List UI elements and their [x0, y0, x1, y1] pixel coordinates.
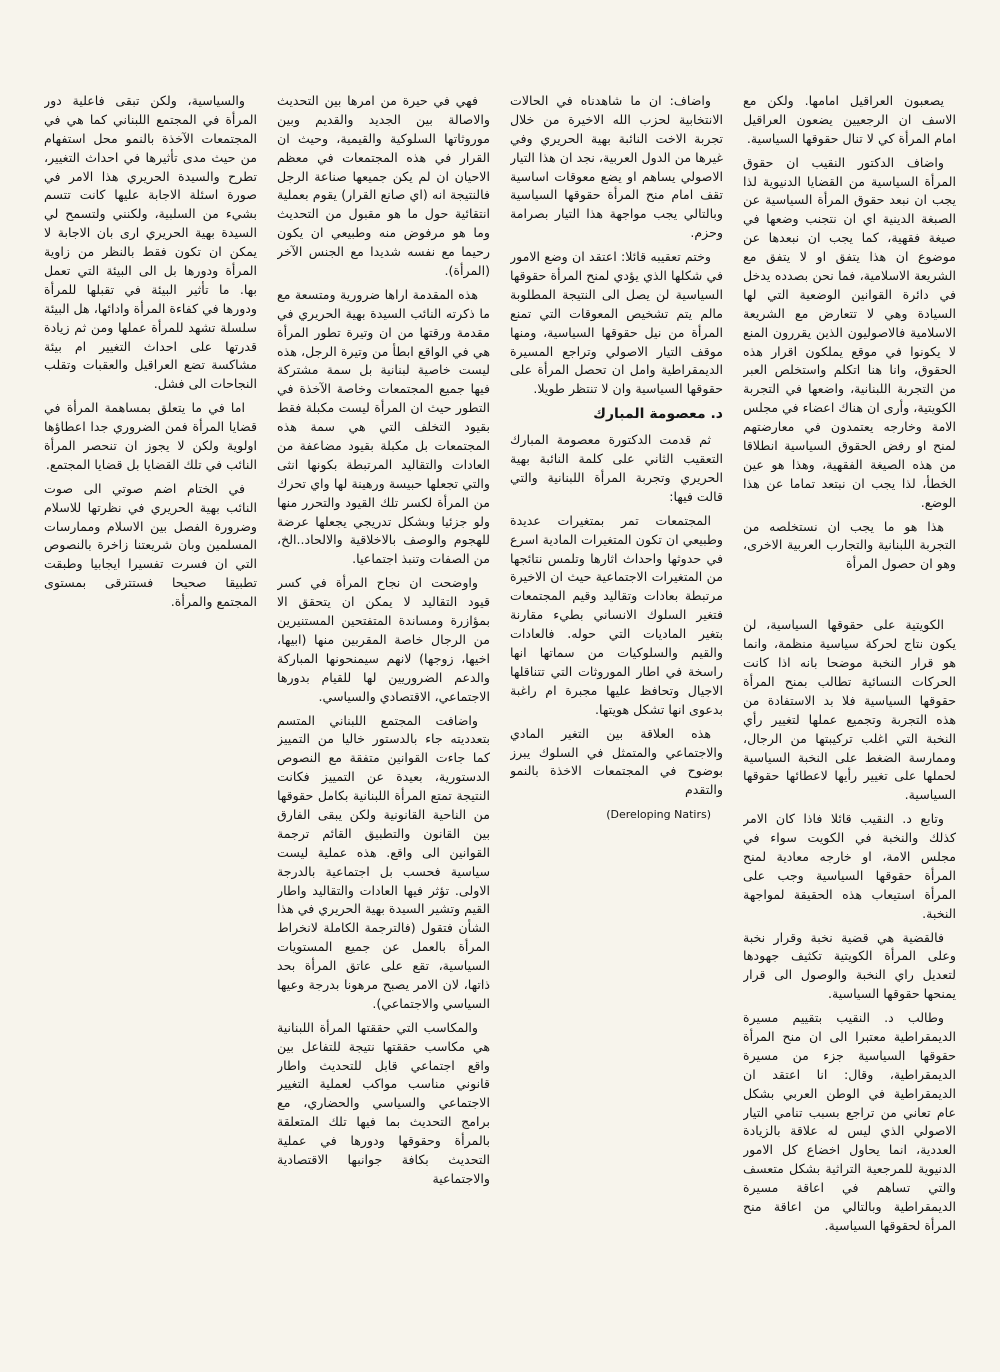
paragraph: هذه العلاقة بين التغير المادي والاجتماعي والمتمثل في السلوك يبرز بوضوح في المجتمعات الاخذة بالنمو والتقدم	[510, 725, 723, 798]
column-1	[743, 92, 956, 1292]
paragraph: في الختام اضم صوتي الى صوت النائب بهية الحريري في نظرتها للاسلام وضرورة الفصل بين الاسلام وممارسات المسلمين وبان شريعتنا زاخرة بالنصوص التي ان فسرت تفسيرا ايجابيا وطبقت تطبيقا صحيحا فستترقى بمستوى المجتمع والمرأة.	[44, 480, 257, 610]
paragraph: وطالب د. النقيب بتقييم مسيرة الديمقراطية معتبرا الى ان منح المرأة حقوقها السياسية جزء من مسيرة الديمقراطية، وقال: انا اعتقد ان الديمقراطية في الوطن العربي بشكل عام تعاني من تراجع بسبب تنامي التيار الاصولي الذي ليس له علاقة بالزيادة العددية، انما يحاول اخضاع كل الامور الدنيوية للمرجعية التراثية بشكل متعسف والتي تساهم في اعاقة مسيرة الديمقراطية وبالتالي من اعاقة منح المرأة لحقوقها السياسية.	[743, 1010, 956, 1233]
paragraph: وختم تعقيبه قائلا: اعتقد ان وضع الامور في شكلها الذي يؤدي لمنح المرأة حقوقها السياسية لن يصل الى النتيجة المطلوبة مالم يتم تشخيص المعوقات التي تمنع المرأة من نيل حقوقها السياسية، ومنها موقف التيار الاصولي وتراجع المسيرة الديمقراطية وامل ان تحصل المرأة على حقوقها السياسية وان لا تنتظر طويلا.	[510, 249, 723, 397]
latin-term	[510, 805, 723, 824]
paragraph: واضاف: ان ما شاهدناه في الحالات الانتخابية لحزب الله الاخيرة من خلال تجربة الاخت النائبة بهية الحريري وفي غيرها من الدول العربية، نجد ان هذا التيار الاصولي يساهم او يضع معوقات اساسية تقف امام منح المرأة حقوقها السياسية وبالتالي يجب مواجهة هذا التيار بصرامة وحزم.	[510, 93, 723, 241]
paragraph: ثم قدمت الدكتورة معصومة المبارك التعقيب الثاني على كلمة النائبة بهية الحريري وتجربة المرأة اللبنانية والتي قالت فيها:	[510, 432, 723, 504]
paragraph: اما في ما يتعلق بمساهمة المرأة في قضايا المرأة فمن الضروري جدا اعطاؤها اولوية ولكن لا يجوز ان تنحصر المرأة النائب في تلك القضايا بل قضايا المجتمع.	[44, 400, 257, 472]
column-4	[44, 92, 257, 1292]
latin-term-text: (Dereloping Natirs)	[606, 808, 711, 822]
column-2	[510, 92, 723, 1292]
paragraph: المجتمعات تمر بمتغيرات عديدة وطبيعي ان تكون المتغيرات المادية اسرع في حدوثها واحداث اثارها وتلمس نتائجها من المتغيرات الاجتماعية حيث ان الاخيرة مرتبطة بعادات وتقاليد وقيم المجتمعات فتغير السلوك الانساني بطيء مقارنة بتغير الماديات التي حوله. فالعادات والقيم والسلوكيات من سماتها انها راسخة في اطار الموروثات التي تتناقلها الاجيال وتحافظ عليها مجبرة ام راغبة بدعوى انها تشكل هويتها.	[510, 512, 723, 717]
paragraph: هذا هو ما يجب ان نستخلصه من التجربة اللبنانية والتجارب العربية الاخرى، وهو ان حصول المرأة	[743, 518, 956, 572]
paragraph: هذه المقدمة اراها ضرورية ومتسعة مع ما ذكرته النائب السيدة بهية الحريري في مقدمة ورقتها من ان وتيرة تطور المرأة هي في الواقع ابطأ من وتيرة الرجل، هذه ليست خاصية لبنانية بل سمة مشتركة فيها جميع المجتمعات وخاصة الآخذة في التطور حيث ان المرأة ليست مكبلة فقط بقيود التخلف التي هي سمة هذه المجتمعات بل مكبلة بقيود مضاعفة من العادات والتقاليد المرتبطة بكونها انثى والتي تجعلها حبيسة ورهينة لها واي تحرك من المرأة لكسر تلك القيود والتحرر منها ولو جزئيا وبشكل تدريجي يجعلها عرضة للهجوم والوصف بالاخلاقية والالحاد..الخ، من الصفات وتنبذ اجتماعيا.	[277, 286, 490, 567]
paragraph: واوضحت ان نجاح المرأة في كسر قيود التقاليد لا يمكن ان يتحقق الا بمؤازرة ومساندة المتفتحين المستنيرين من الرجال خاصة المقربين منها (ابيها، اخيها، زوجها) لانهم سيمنحونها المباركة والدعم الضروريين لها للقيام بدورها الاجتماعي، الاقتصادي والسياسي.	[277, 575, 490, 704]
paragraph: يصعبون العراقيل امامها. ولكن مع الاسف ان الرجعيين يضعون العراقيل امام المرأة كي لا تنال حقوقها السياسية.	[743, 93, 956, 146]
column-3	[277, 92, 490, 1292]
section-heading: د. معصومة المبارك	[593, 406, 723, 423]
paragraph: والمكاسب التي حققتها المرأة اللبنانية هي مكاسب حققتها نتيجة للتفاعل بين واقع اجتماعي قابل للتحديث واطار قانوني مناسب مواكب لعملية التغيير الاجتماعي والسياسي والحضاري، مع برامج التحديث بما فيها تلك المتعلقة بالمرأة وحقوقها ودورها في عملية التحديث بكافة جوانبها الاقتصادية والاجتماعية	[277, 1019, 490, 1186]
paragraph: فهي في حيرة من امرها بين التحديث والاصالة بين الجديد والقديم وبين موروثاتها السلوكية والقيمية، وحيث ان القرار في هذه المجتمعات في معظم الاحيان ان لم يكن جميعها صناعة الرجل فالنتيجة انه (اي صانع القرار) يقوم بعملية انتقائية حول ما هو مقبول من التحديث وما هو مرفوض منه وطبيعي ان يكون رحيما مع نفسه شديدا مع الجنس الآخر (المرأة).	[277, 93, 490, 279]
paragraph: واضافت المجتمع اللبناني المتسم بتعدديته جاء بالدستور خاليا من التمييز كما جاءت القوانين متفقة مع النصوص الدستورية، بعيدة عن التمييز فكانت النتيجة تمتع المرأة اللبنانية بكامل حقوقها من الناحية القانونية ولكن يبقى الفارق بين القانون والتطبيق القائم ترجمة القوانين الى واقع. هذه عملية ليست سياسية فحسب بل اجتماعية بالدرجة الاولى. تؤثر فيها العادات والتقاليد واطار القيم وتشير السيدة بهية الحريري في هذا الشأن فتقول (فالترجمة الكاملة لانخراط المرأة بالعمل عن جميع المستويات السياسية، تقع على عاتق المرأة بحد ذاتها، لان الامر يصبح مرهونا بدرجة وعيها السياسي والاجتماعي).	[277, 712, 490, 1011]
paragraph: وتابع د. النقيب قائلا فاذا كان الامر كذلك والنخبة في الكويت سواء في مجلس الامة، او خارجه معادية لمنح المرأة حقوقها السياسية وجب على المرأة استيعاب هذه الحقيقة لمواجهة النخبة.	[743, 811, 956, 921]
paragraph: فالقضية هي قضية نخبة وقرار نخبة وعلى المرأة الكويتية تكثيف جهودها لتعديل راي النخبة والوصول الى قرار يمنحها حقوقها السياسية.	[743, 929, 956, 1002]
paragraph: والسياسية، ولكن تبقى فاعلية دور المرأة في المجتمع اللبناني كما هي في المجتمعات الآخذة بالنمو محل استفهام من حيث مدى تأثيرها في احداث التغيير، تطرح والسيدة الحريري هذا الامر في صورة اسئلة الاجابة عليها كانت تتسم بشيء من السلبية، ولكنني ولتسمح لي السيدة بهية الحريري ارى بان الاجابة لا يمكن ان تكون فقط بالنظر من زاوية المرأة ودورها بل الى البيئة التي تعمل بها. ما تأثير البيئة في تقبلها للمرأة ودورها في كفاءة المرأة وادائها، هل البيئة سلسلة تشهد للمرأة عملها ومن ثم زيادة قدرتها على احداث التغيير ام بيئة مشاكسة تضع العراقيل والعقبات وتقلب النجاحات الى فشل.	[44, 93, 257, 392]
paragraph: الكويتية على حقوقها السياسية، لن يكون نتاج لحركة سياسية منظمة، وانما هو قرار النخبة موضحا بانه اذا كانت الحركات النسائية تطالب بمنح المرأة حقوقها السياسية فلا بد الاستفادة من هذه التجربة وتجميع عملها لتغيير رأي النخبة التي اغلب تركيبتها من الرجال، وممارسة الضغط على النخبة السياسية لحملها على تغيير رأيها لاعطائها حقوقها السياسية.	[743, 617, 956, 803]
paragraph: واضاف الدكتور النقيب ان حقوق المرأة السياسية من القضايا الدنيوية لذا يجب ان نبعد حقوق المرأة السياسية عن الصبغة الدينية اي ان نتجنب وضعها في صيغة فقهية، كما يجب ان نبعدها عن موضوع ان هذا يتفق او لا يتفق مع الشريعة الاسلامية، فما نحن بصدده يدخل في دائرة القوانين الوضعية التي لها السيادة وهي لا تتعارض مع الشريعة الاسلامية فالاصوليون الذين يقررون المنع لا يكونوا في موقع يملكون اقرار هذه الحقوق، وانا هنا اتكلم واستخلص العبر من التجربة اللبنانية، واضعها في التجربة الكويتية، وأرى ان هناك اعضاء في مجلس الامة وخارجه يعتمدون في معارضتهم لمنح او رفض الحقوق السياسية انطلاقا من هذه الصيغة الفقهية، وهذا هو عين الخطأ، لذا يجب ان نبتعد تماما عن هذا الوضع.	[743, 154, 956, 510]
article-columns	[44, 92, 956, 1292]
